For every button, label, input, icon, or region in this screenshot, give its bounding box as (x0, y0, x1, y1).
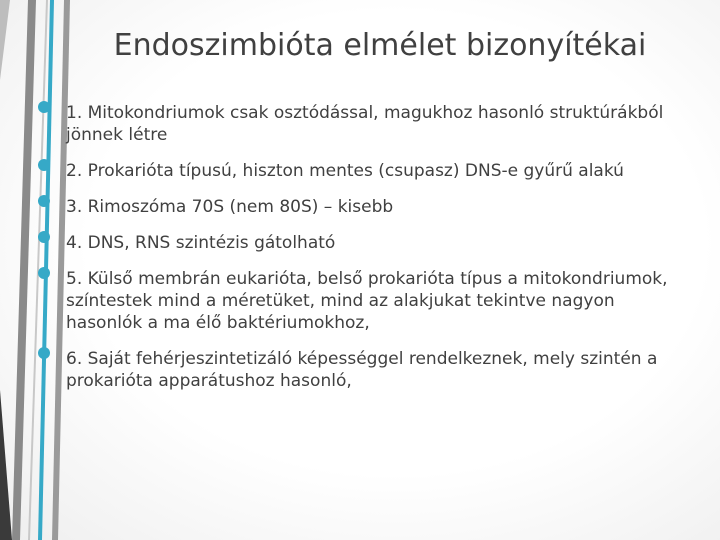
bullet-dot-icon (38, 195, 50, 207)
bullet-item (38, 102, 678, 146)
bullet-item (38, 196, 678, 218)
bullet-text: 1. Mitokondriumok csak osztódással, magukhoz hasonló struktúrákból jönnek létre (66, 103, 664, 145)
bullet-text: 5. Külső membrán eukarióta, belső prokarióta típus a mitokondriumok, színtestek mind a méretüket, mind az alakjukat tekintve nagyon hasonlók a ma élő baktériumokhoz, (66, 269, 668, 333)
bullet-dot-icon (38, 159, 50, 171)
bullet-text: 4. DNS, RNS szintézis gátolható (66, 233, 336, 253)
bullet-item (38, 232, 678, 254)
bullet-dot-icon (38, 231, 50, 243)
decor-stripe-light (0, 0, 10, 80)
bullet-text: 6. Saját fehérjeszintetizáló képességgel rendelkeznek, mely szintén a prokarióta apparátushoz hasonló, (66, 349, 658, 391)
bullet-dot-icon (38, 101, 50, 113)
bullet-list (38, 102, 678, 392)
bullet-item (38, 348, 678, 392)
decor-stripe-dark (0, 390, 12, 540)
bullet-dot-icon (38, 267, 50, 279)
bullet-text: 2. Prokarióta típusú, hiszton mentes (csupasz) DNS-e gyűrű alakú (66, 161, 624, 181)
slide-title: Endoszimbióta elmélet bizonyítékai (113, 28, 647, 63)
bullet-item (38, 160, 678, 182)
bullet-text: 3. Rimoszóma 70S (nem 80S) – kisebb (66, 197, 394, 217)
bullet-dot-icon (38, 347, 50, 359)
bullet-item (38, 268, 678, 334)
